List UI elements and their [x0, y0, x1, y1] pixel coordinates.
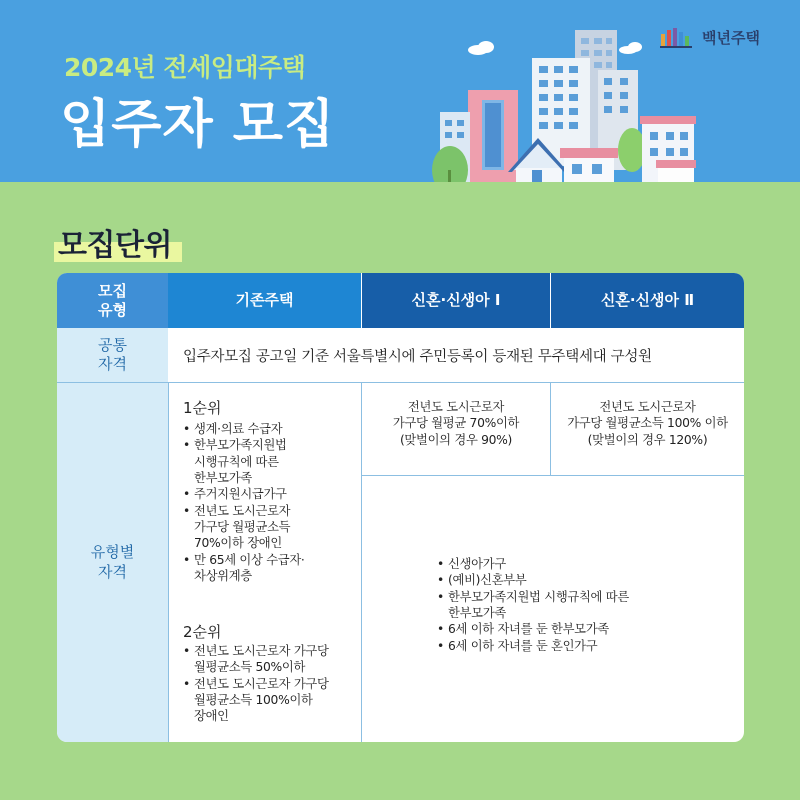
section-title: 모집단위	[58, 228, 172, 263]
column-divider	[168, 383, 169, 742]
newlywed1-income-criteria: 전년도 도시근로자 가구당 월평균 70%이하 (맞벌이의 경우 90%)	[392, 400, 520, 447]
header-type-line2: 유형	[98, 300, 127, 319]
header-banner	[0, 0, 800, 182]
rank1-list	[183, 421, 358, 584]
common-label-line2: 자격	[98, 355, 127, 373]
type-label-line2: 자격	[98, 562, 127, 581]
header-newlywed-1: 신혼·신생아 Ⅰ	[362, 273, 550, 328]
logo-text: 백년주택	[702, 28, 760, 47]
common-qualification-text: 입주자모집 공고일 기준 서울특별시에 주민등록이 등재된 무주택세대 구성원	[183, 349, 652, 365]
city-illustration-icon	[420, 20, 720, 182]
list-item: • 전년도 도시근로자 가구당 월평균소득 50%이하	[183, 643, 358, 676]
recruitment-table	[57, 273, 744, 742]
list-item: • 신생아가구	[437, 556, 727, 572]
common-qualification-label	[57, 328, 168, 382]
list-item: • 전년도 도시근로자 가구당 월평균소득 70%이하 장애인	[183, 503, 358, 552]
common-label-line1: 공통	[98, 335, 127, 354]
header-type-line1: 모집	[98, 281, 127, 300]
row-divider	[361, 475, 744, 476]
rank2-list	[183, 643, 358, 725]
type-label-line1: 유형별	[90, 543, 135, 561]
rank1-title: 1순위	[183, 399, 222, 417]
header-recruit-type	[57, 273, 168, 328]
list-item: • 6세 이하 자녀를 둔 혼인가구	[437, 638, 727, 654]
header-existing-housing: 기존주택	[168, 273, 361, 328]
list-item: • 생계·의료 수급자	[183, 421, 358, 437]
list-item: • 한부모가족지원법 시행규칙에 따른 한부모가족	[183, 437, 358, 486]
list-item: • 주거지원시급가구	[183, 486, 358, 502]
list-item: • 만 65세 이상 수급자· 차상위계층	[183, 552, 358, 585]
list-item: • 한부모가족지원법 시행규칙에 따른 한부모가족	[437, 589, 727, 622]
page-title: 입주자 모집	[60, 95, 336, 155]
list-item: • (예비)신혼부부	[437, 572, 727, 588]
newlywed2-income-criteria: 전년도 도시근로자 가구당 월평균소득 100% 이하 (맞벌이의 경우 120%)	[567, 400, 728, 447]
page-subtitle: 2024년 전세임대주택	[64, 53, 306, 82]
rank2-title: 2순위	[183, 623, 222, 641]
header-newlywed-2: 신혼·신생아 Ⅱ	[551, 273, 744, 328]
newlywed-eligible-list	[437, 556, 727, 654]
list-item: • 6세 이하 자녀를 둔 한부모가족	[437, 621, 727, 637]
type-qualification-label	[57, 383, 168, 742]
row-divider	[57, 382, 744, 383]
list-item: • 전년도 도시근로자 가구당 월평균소득 100%이하 장애인	[183, 676, 358, 725]
